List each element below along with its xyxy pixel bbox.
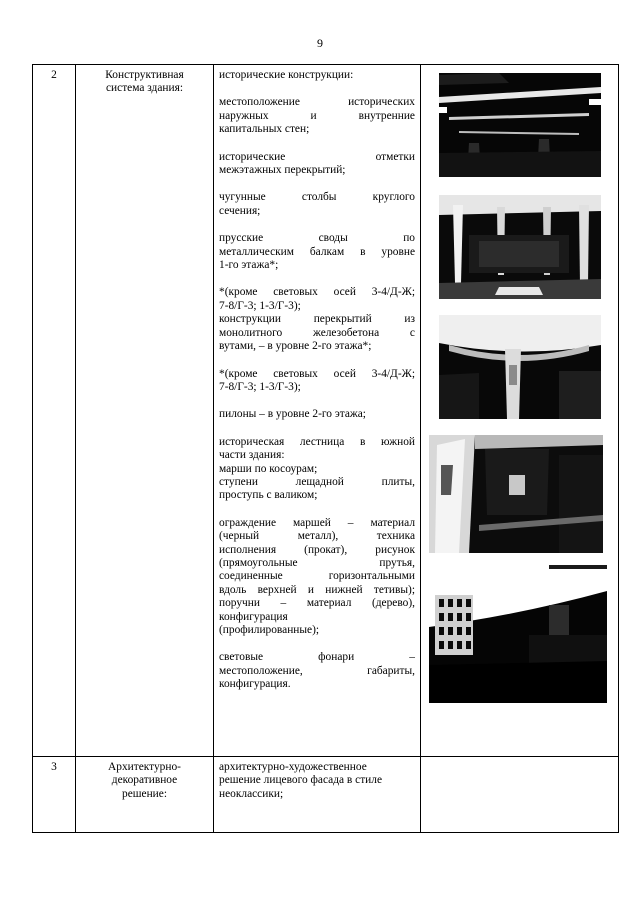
table-row	[33, 65, 619, 757]
desc-line: ступени лещадной плиты,	[219, 475, 415, 488]
desc-line: конфигурация	[219, 610, 288, 623]
photo-staircase	[429, 435, 603, 553]
desc-line: конструкции перекрытий из	[219, 313, 415, 326]
desc-paragraph	[219, 151, 415, 178]
photo-column	[421, 757, 619, 833]
desc-paragraph	[219, 286, 415, 353]
desc-line: ограждение маршей – материал	[219, 516, 415, 529]
desc-line: *(кроме световых осей 3-4/Д-Ж;	[219, 367, 415, 380]
desc-line: соединенные горизонтальными	[219, 570, 415, 583]
desc-paragraph	[219, 761, 415, 801]
row-name-line: решение:	[122, 787, 167, 800]
desc-paragraph	[219, 368, 415, 395]
desc-line: архитектурно-художественное	[219, 761, 367, 773]
desc-line: 7-8/Г-3; 1-3/Г-3);	[219, 380, 301, 393]
desc-line: световые фонари –	[219, 651, 415, 664]
desc-line: *(кроме световых осей 3-4/Д-Ж;	[219, 286, 415, 299]
desc-line: части здания:	[219, 449, 285, 462]
row-number: 2	[33, 65, 76, 757]
desc-paragraph	[219, 232, 415, 272]
desc-line: наружных и внутренние	[219, 109, 415, 122]
desc-paragraph	[219, 436, 415, 503]
desc-line: исполнения (прокат), рисунок	[219, 543, 415, 556]
row-name-line: Конструктивная	[105, 69, 184, 81]
photo-ceiling	[439, 315, 601, 419]
desc-paragraph	[219, 408, 415, 421]
photo-columns	[439, 195, 601, 299]
desc-line: прусские своды по	[219, 232, 415, 245]
desc-line: сечения;	[219, 204, 261, 217]
desc-line: поручни – материал (дерево),	[219, 597, 415, 610]
protected-elements-table	[32, 64, 619, 833]
desc-line: 7-8/Г-3; 1-3/Г-3);	[219, 299, 301, 312]
desc-line: (прямоугольные прутья,	[219, 556, 415, 569]
desc-line: (черный металл), техника	[219, 530, 415, 543]
desc-line: металлическим балкам в уровне	[219, 245, 415, 258]
desc-line: капитальных стен;	[219, 123, 310, 136]
row-description	[214, 65, 421, 757]
row-number: 3	[33, 757, 76, 833]
desc-line: (профилированные);	[219, 624, 320, 636]
desc-line: вдоль верхней и нижней тетивы);	[219, 583, 415, 596]
desc-line: вутами, – в уровне 2-го этажа*;	[219, 340, 372, 353]
desc-line: конфигурация.	[219, 678, 291, 691]
desc-line: пилоны – в уровне 2-го этажа;	[219, 408, 366, 421]
row-name-line: Архитектурно-	[108, 761, 181, 773]
desc-line: марши по косоурам;	[219, 462, 318, 475]
table-row	[33, 757, 619, 833]
row-description	[214, 757, 421, 833]
desc-line: неоклассики;	[219, 787, 284, 800]
desc-line: исторические отметки	[219, 150, 415, 163]
desc-line: проступь с валиком;	[219, 489, 318, 502]
desc-line: местоположение исторических	[219, 96, 415, 109]
row-name-line: декоративное	[111, 774, 178, 787]
desc-line: решение лицевого фасада в стиле	[219, 774, 383, 787]
photo-interior-1	[439, 73, 601, 177]
desc-paragraph	[219, 69, 415, 82]
desc-line: 1-го этажа*;	[219, 259, 279, 272]
desc-line: межэтажных перекрытий;	[219, 164, 346, 177]
desc-line: исторические конструкции:	[219, 69, 354, 81]
photo-column	[421, 65, 619, 757]
page-number: 9	[317, 36, 323, 50]
desc-paragraph	[219, 96, 415, 136]
desc-line: чугунные столбы круглого	[219, 191, 415, 204]
desc-paragraph	[219, 517, 415, 638]
row-name	[76, 65, 214, 757]
desc-paragraph	[219, 191, 415, 218]
row-name-line: система здания:	[105, 82, 183, 95]
desc-line: историческая лестница в южной	[219, 435, 415, 448]
desc-line: монолитного железобетона с	[219, 326, 415, 339]
photo-exterior	[429, 565, 607, 703]
row-name	[76, 757, 214, 833]
desc-line: местоположение, габариты,	[219, 664, 415, 677]
desc-paragraph	[219, 651, 415, 691]
